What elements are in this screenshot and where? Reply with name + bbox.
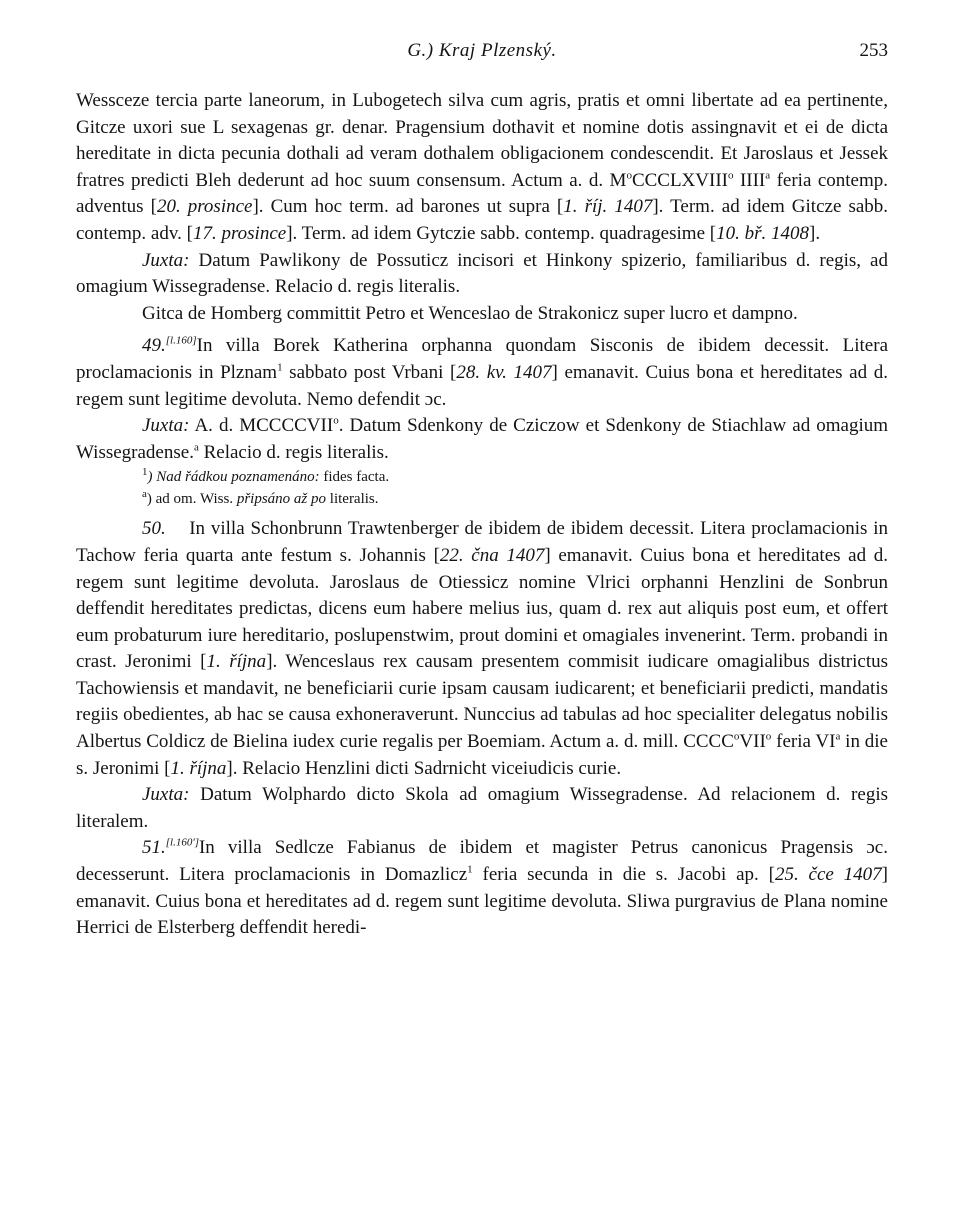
superscript: o — [626, 169, 632, 182]
text-run: ] emanavit. Cuius bona et hereditates ad d. regem sunt legitime devoluta. Nemo defendit ɔc. — [76, 361, 888, 410]
text-run: ]. — [809, 222, 821, 244]
text-run: Wessceze tercia parte laneorum, in Lubogetech silva cum agris, pratis et omni libertate ad ea pertinente, Gitcze uxori sue L sexagenas gr. denar. Pragensium dothavit et nomine dotis assingnavit et ei de dicta hereditate in dicta pecunia dothali ad veram dothalem obligacionem condescendit. Et Jaroslaus et Jessek fratres predicti Bleh dederunt ad hoc suum consensum. Actum a. d. M — [76, 90, 888, 191]
folio-reference: [l.160] — [165, 335, 197, 348]
juxta-paragraph — [76, 413, 888, 466]
juxta-label: Juxta: — [142, 784, 190, 806]
text-run: feria secunda in die s. Jacobi ap. [ — [472, 864, 775, 886]
footnote-a — [76, 488, 888, 510]
date-italic: 10. bř. 1408 — [716, 222, 809, 244]
date-italic: 1. říj. 1407 — [563, 196, 653, 218]
text-run: CCCLXVIII — [631, 169, 728, 191]
folio-reference: [l.160'] — [165, 837, 199, 850]
footnote-marker: 1 — [277, 361, 283, 374]
date-italic: 28. kv. 1407 — [456, 361, 552, 383]
date-italic: 1. října — [206, 651, 267, 673]
entry-number: 51. — [142, 837, 166, 859]
superscript: o — [728, 169, 734, 182]
entry-number: 49. — [142, 335, 166, 357]
text-run: A. d. MCCCCVII — [189, 415, 334, 437]
text-run: Datum Pawlikony de Possuticz incisori et Hinkony spizerio, familiaribus d. regis, ad omagium Wissegradense. Relacio d. regis literalis. — [76, 249, 888, 298]
text-run: ]. Relacio Henzlini dicti Sadrnicht viceiudicis curie. — [226, 757, 622, 779]
entry-50 — [76, 516, 888, 782]
text-run: in die s. Jeronimi [ — [76, 731, 888, 779]
juxta-paragraph — [76, 248, 888, 301]
superscript: o — [765, 730, 772, 743]
text-run: In villa Borek Katherina orphanna quondam Sisconis de ibidem decessit. Litera proclamacionis in Plznam — [76, 335, 888, 383]
entry-49 — [76, 333, 888, 413]
text-run: Relacio d. regis literalis. — [198, 441, 389, 463]
text-run: ]. Term. ad idem Gytczie sabb. contemp. quadragesime [ — [286, 222, 717, 244]
superscript: a — [835, 730, 841, 743]
text-run: In villa Sedlcze Fabianus de ibidem et magister Petrus canonicus Pragensis ɔc. decesserunt. Litera proclamacionis in Domazlicz — [76, 837, 888, 886]
text-run: In villa Schonbrunn Trawtenberger de ibidem de ibidem decessit. Litera proclamacionis in Tachow feria quarta ante festum s. Johannis [ — [76, 518, 889, 566]
footnote-text: literalis. — [326, 491, 379, 508]
juxta-label: Juxta: — [142, 415, 190, 437]
text-run: sabbato post Vrbani [ — [282, 361, 457, 383]
paragraph-gitca — [76, 301, 888, 328]
text-run: ]. Cum hoc term. ad barones ut supra [ — [252, 196, 564, 218]
superscript: o — [733, 730, 740, 743]
date-italic: 20. prosince — [156, 196, 253, 218]
footnote-marker: 1 — [467, 863, 473, 876]
text-run: ]. Wenceslaus rex causam presentem commisit iudicare omagialibus districtus Tachowiensis et mandavit, ne beneficiarii curie ipsam causam iudicarent; et beneficiarii predicti, mandatis regiis obedientes, ab hac se causa exhoneraverunt. Nunccius ad tabulas ad hoc specialiter delegatus nobilis Albertus Coldicz de Bielina iudex curie regalis per Boemiam. Actum a. d. mill. CCCC — [76, 651, 889, 753]
date-italic: 17. prosince — [192, 222, 287, 244]
footnote-marker: a — [193, 441, 199, 454]
superscript: o — [333, 414, 339, 427]
text-run: Gitca de Homberg committit Petro et Wenceslao de Strakonicz super lucro et dampno. — [142, 302, 798, 324]
footnote-text: fides facta. — [319, 469, 390, 486]
page-number: 253 — [859, 40, 888, 61]
text-run: IIII — [733, 169, 766, 191]
text-run: . Datum Sdenkony de Cziczow et Sdenkony de Stiachlaw ad omagium Wissegradense. — [76, 415, 889, 463]
text-run: ] emanavit. Cuius bona et hereditates ad d. regem sunt legitime devoluta. Jaroslaus de Otiessicz nomine Vlrici orphanni Henzlini de Sonbrun deffendit hereditates predictas, dicens eum habere melius ius, quam d. rex aut aliquis post eum, et offert eum probaturum iure hereditario, poslupenstwim, prout domini et omagiales invenerint. Term. probandi in crast. Jeronimi [ — [76, 544, 888, 673]
juxta-label: Juxta: — [142, 249, 190, 271]
footnote-label: připsáno až po — [236, 491, 327, 508]
date-italic: 25. čce 1407 — [774, 864, 882, 886]
footnote-marker: a — [142, 488, 147, 501]
entry-number: 50. — [142, 518, 166, 540]
text-run: VII — [739, 731, 766, 753]
text-run: feria contemp. adventus [ — [76, 169, 888, 218]
juxta-paragraph — [76, 782, 888, 835]
footnote-text: ) ad om. Wiss. — [146, 491, 237, 508]
footnote-1 — [76, 466, 888, 488]
footnote-marker: 1 — [142, 466, 148, 479]
paragraph-continuation — [76, 88, 888, 248]
superscript: a — [765, 169, 771, 182]
text-run: ] emanavit. Cuius bona et hereditates ad d. regem sunt legitime devoluta. Sliwa purgravius de Plana nomine Herrici de Elsterberg deffendit heredi- — [76, 864, 888, 939]
footnote-label: ) Nad řádkou poznamenáno: — [147, 469, 320, 486]
page-header — [76, 38, 888, 68]
text-run: Datum Wolphardo dicto Skola ad omagium Wissegradense. Ad relacionem d. regis literalem. — [76, 784, 888, 832]
running-title: G.) Kraj Plzenský. — [407, 40, 557, 61]
text-run: ]. Term. ad idem Gitcze sabb. contemp. adv. [ — [76, 196, 889, 244]
date-italic: 22. čna 1407 — [439, 544, 545, 566]
date-italic: 1. října — [170, 757, 227, 779]
entry-51 — [76, 835, 888, 941]
text-run: feria VI — [771, 731, 836, 753]
